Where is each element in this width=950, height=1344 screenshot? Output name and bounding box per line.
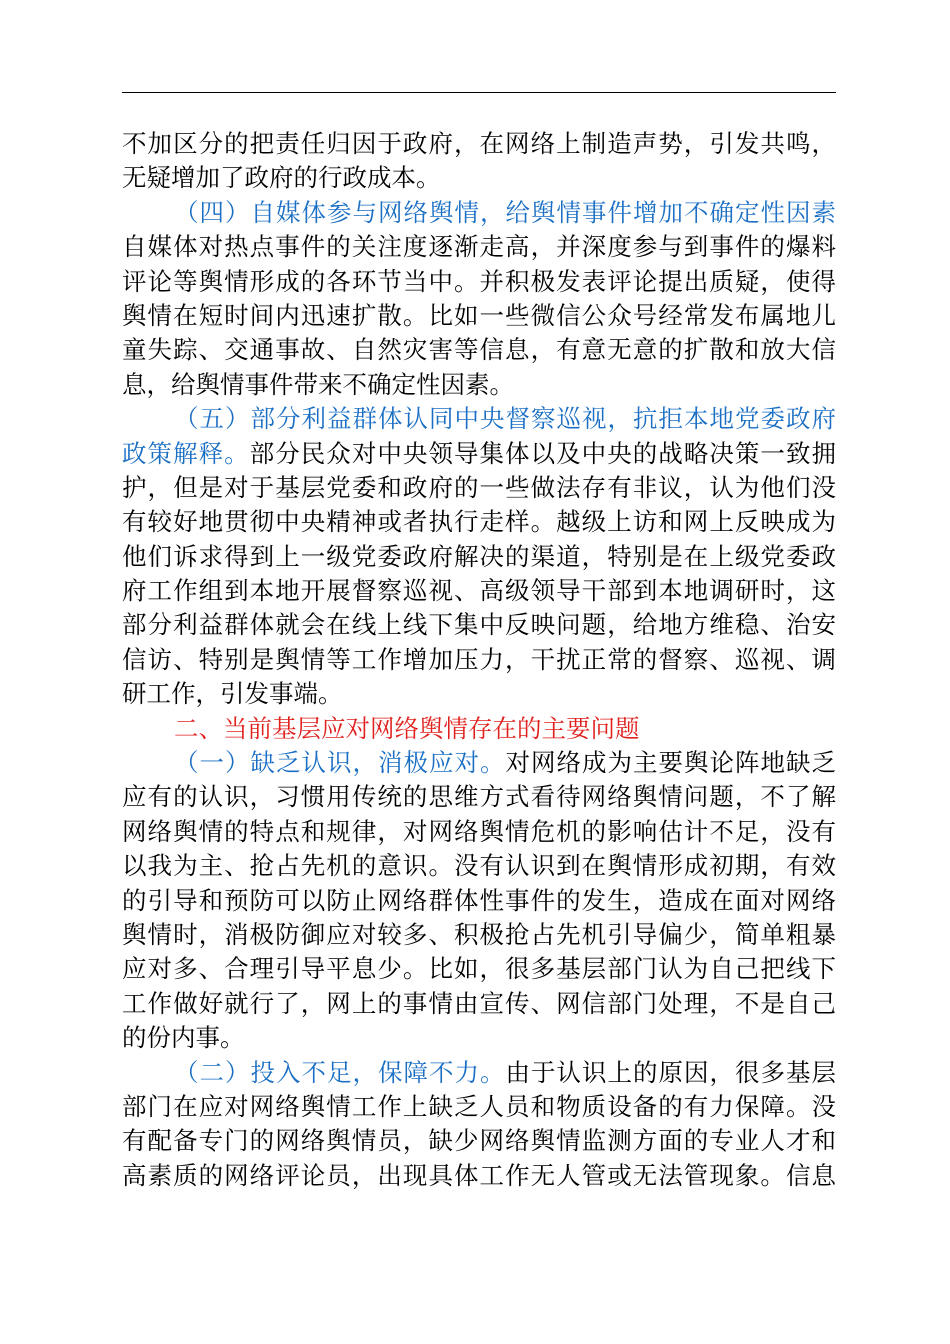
text-line: 政策解释。部分民众对中央领导集体以及中央的战略决策一致拥 bbox=[122, 438, 836, 468]
subsection-heading-1: （一）缺乏认识，消极应对。对网络成为主要舆论阵地缺乏 bbox=[174, 748, 836, 778]
text-line: 护，但是对于基层党委和政府的一些做法存有非议，认为他们没 bbox=[122, 472, 836, 502]
text-line: 舆情时，消极防御应对较多、积极抢占先机引导偏少，简单粗暴 bbox=[122, 919, 836, 949]
document-body bbox=[122, 127, 836, 1193]
text-line: 高素质的网络评论员，出现具体工作无人管或无法管现象。信息 bbox=[122, 1160, 836, 1190]
text-line: 不加区分的把责任归因于政府，在网络上制造声势，引发共鸣， bbox=[122, 129, 836, 158]
subsection-heading-2: （二）投入不足，保障不力。由于认识上的原因，很多基层 bbox=[174, 1057, 836, 1087]
text-line: 无疑增加了政府的行政成本。 bbox=[122, 163, 441, 193]
text-line: 以我为主、抢占先机的意识。没有认识到在舆情形成初期，有效 bbox=[122, 851, 836, 881]
text-line: 信访、特别是舆情等工作增加压力，干扰正常的督察、巡视、调 bbox=[122, 644, 836, 674]
header-rule bbox=[122, 92, 836, 93]
text-line: 应对多、合理引导平息少。比如，很多基层部门认为自己把线下 bbox=[122, 954, 836, 984]
text-line: 童失踪、交通事故、自然灾害等信息，有意无意的扩散和放大信 bbox=[122, 335, 836, 365]
text-line: 网络舆情的特点和规律，对网络舆情危机的影响估计不足，没有 bbox=[122, 816, 836, 846]
text-line: 的引导和预防可以防止网络群体性事件的发生，造成在面对网络 bbox=[122, 885, 836, 915]
text-line: 舆情在短时间内迅速扩散。比如一些微信公众号经常发布属地儿 bbox=[122, 300, 836, 330]
section-heading-4: （四）自媒体参与网络舆情，给舆情事件增加不确定性因素 bbox=[174, 197, 836, 227]
text-line: 部分利益群体就会在线上线下集中反映问题，给地方维稳、治安 bbox=[122, 610, 836, 640]
section-heading-5: （五）部分利益群体认同中央督察巡视，抗拒本地党委政府 bbox=[174, 404, 836, 434]
text-line: 他们诉求得到上一级党委政府解决的渠道，特别是在上级党委政 bbox=[122, 541, 836, 571]
text-line: 的份内事。 bbox=[122, 1023, 245, 1053]
text-line: 工作做好就行了，网上的事情由宣传、网信部门处理，不是自己 bbox=[122, 988, 836, 1018]
text-line: 部门在应对网络舆情工作上缺乏人员和物质设备的有力保障。没 bbox=[122, 1091, 836, 1121]
text-line: 应有的认识，习惯用传统的思维方式看待网络舆情问题，不了解 bbox=[122, 782, 836, 812]
text-line: 自媒体对热点事件的关注度逐渐走高，并深度参与到事件的爆料 bbox=[122, 232, 836, 262]
text-line: 息，给舆情事件带来不确定性因素。 bbox=[122, 369, 514, 399]
chapter-heading-2: 二、当前基层应对网络舆情存在的主要问题 bbox=[174, 713, 640, 743]
text-line: 有配备专门的网络舆情员，缺少网络舆情监测方面的专业人才和 bbox=[122, 1126, 836, 1156]
text-line: 评论等舆情形成的各环节当中。并积极发表评论提出质疑，使得 bbox=[122, 266, 836, 296]
text-line: 府工作组到本地开展督察巡视、高级领导干部到本地调研时，这 bbox=[122, 576, 836, 606]
text-line: 研工作，引发事端。 bbox=[122, 679, 343, 709]
text-line: 有较好地贯彻中央精神或者执行走样。越级上访和网上反映成为 bbox=[122, 507, 836, 537]
